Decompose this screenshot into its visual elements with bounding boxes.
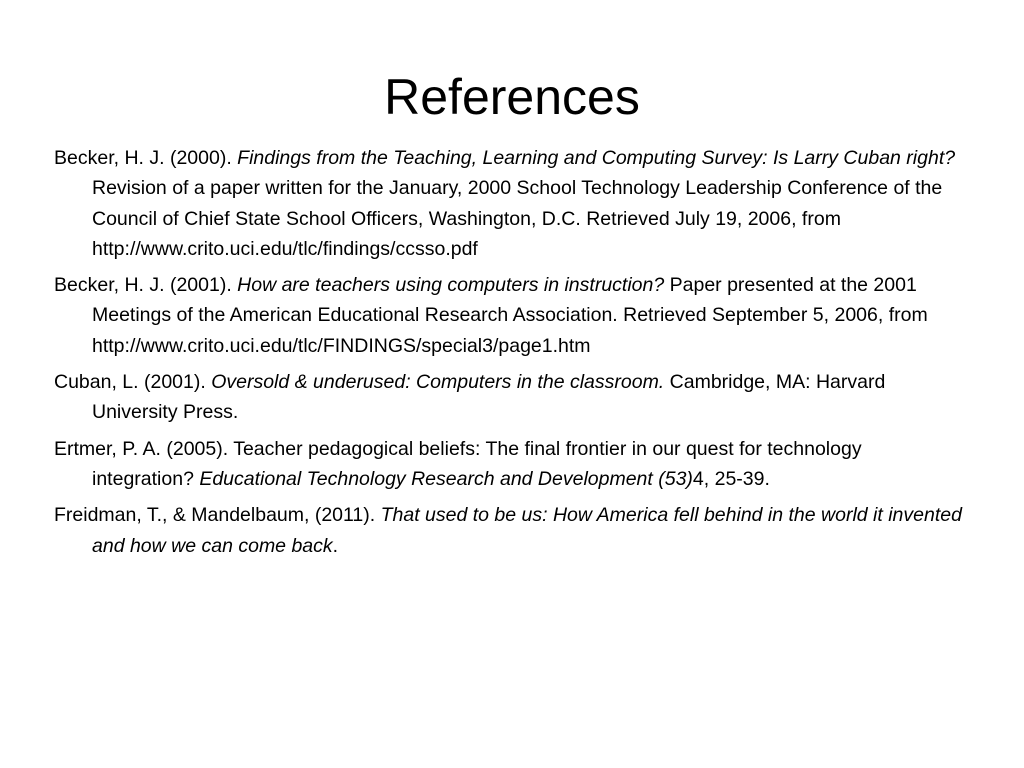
reference-text: Becker, H. J. (2000). — [54, 147, 238, 169]
reference-text: Freidman, T., & Mandelbaum, (2011). — [54, 504, 381, 527]
reference-title: That used to be us: How America fell behind in the world it invented and how we can come back — [92, 504, 962, 557]
reference-item — [54, 367, 964, 428]
slide-title: References — [384, 69, 640, 125]
reference-title: How are teachers using computers in instruction? — [237, 274, 665, 297]
reference-list — [54, 143, 964, 561]
reference-item — [54, 500, 964, 561]
reference-text: . — [332, 534, 339, 557]
reference-item — [54, 434, 964, 495]
reference-title: Findings from the Teaching, Learning and Computing Survey: Is Larry Cuban right? — [237, 147, 956, 169]
reference-text: Cuban, L. (2001). — [54, 371, 212, 394]
reference-title: Oversold & underused: Computers in the classroom. — [211, 371, 665, 394]
reference-text: Cambridge, MA: Harvard University Press. — [92, 371, 886, 424]
reference-text: Becker, H. J. (2001). — [54, 274, 238, 297]
reference-item — [54, 270, 964, 361]
reference-text: 4, 25-39. — [692, 467, 770, 490]
reference-text: Revision of a paper written for the January, 2000 School Technology Leadership Conference of the Council of Chief State School Officers, Washington, D.C. Retrieved July 19, 2006, from http://www.crito.uci.edu/tlc/findings/ccsso.pdf — [92, 177, 943, 260]
reference-item — [54, 143, 964, 264]
reference-text: Ertmer, P. A. (2005). Teacher pedagogical beliefs: The final frontier in our quest for technology integration? — [54, 437, 862, 490]
reference-title: Educational Technology Research and Development (53) — [199, 467, 693, 490]
reference-text: Paper presented at the 2001 Meetings of the American Educational Research Association. Retrieved September 5, 2006, from http://www.crito.uci.edu/tlc/FINDINGS/special3/page1.htm — [92, 274, 928, 357]
